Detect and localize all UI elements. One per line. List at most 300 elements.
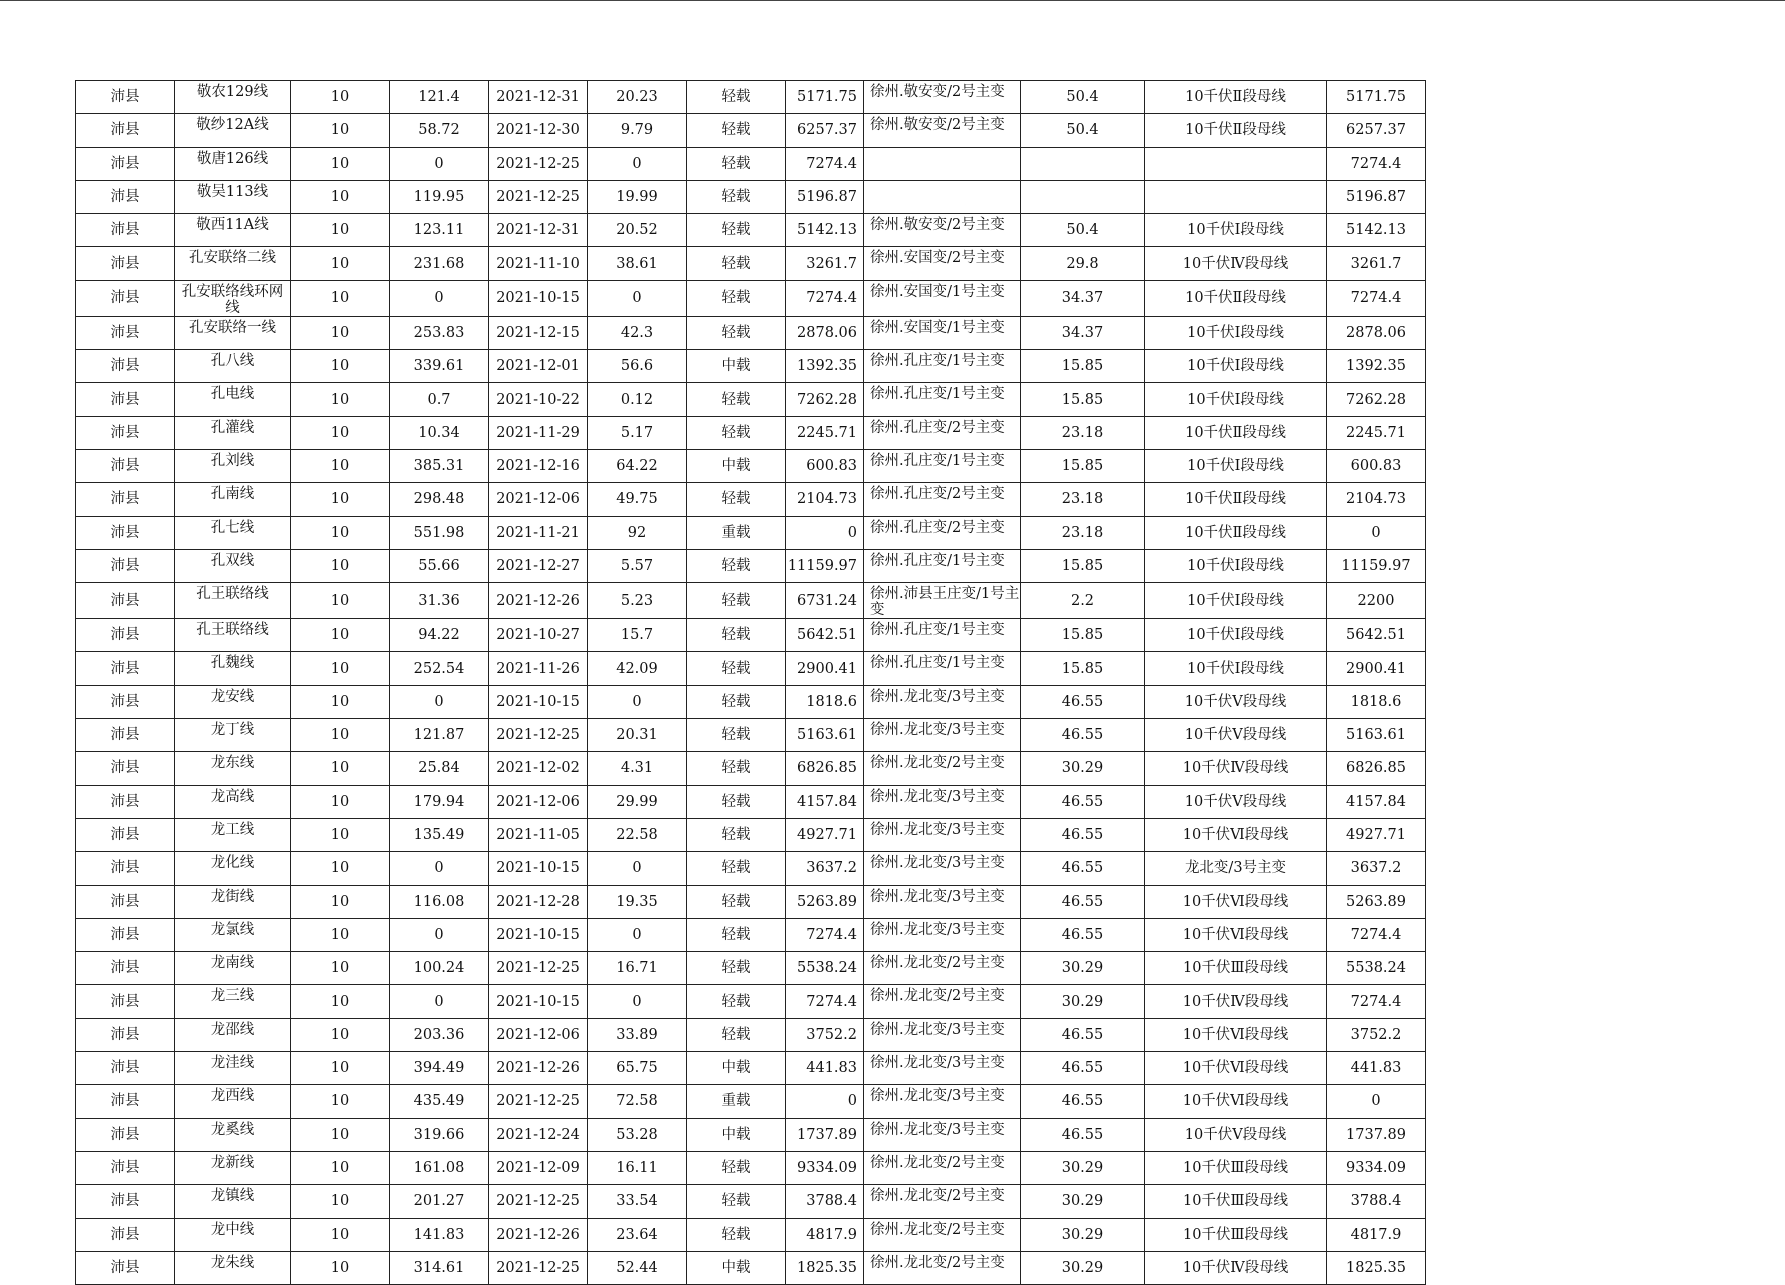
rate-cell: 0 [588, 918, 687, 951]
available-cell: 3637.2 [1327, 852, 1426, 885]
available-cell: 11159.97 [1327, 549, 1426, 582]
transformer-rate-cell [1021, 147, 1145, 180]
date-cell: 2021-12-25 [489, 1185, 588, 1218]
substation-cell: 徐州.孔庄变/1号主变 [864, 449, 1021, 482]
substation-cell: 徐州.安国变/2号主变 [864, 247, 1021, 280]
load-status-cell: 中载 [687, 1052, 786, 1085]
available-cell: 1737.89 [1327, 1118, 1426, 1151]
available-cell: 5642.51 [1327, 619, 1426, 652]
load-cell: 141.83 [390, 1218, 489, 1251]
substation-cell: 徐州.孔庄变/2号主变 [864, 516, 1021, 549]
voltage-cell: 10 [291, 1185, 390, 1218]
line-name-cell: 敬唐126线 [175, 147, 291, 180]
margin-cell: 7274.4 [786, 985, 864, 1018]
voltage-cell: 10 [291, 483, 390, 516]
busbar-cell: 10千伏Ⅳ段母线 [1145, 985, 1327, 1018]
available-cell: 9334.09 [1327, 1151, 1426, 1184]
county-cell: 沛县 [76, 1052, 175, 1085]
transformer-rate-cell: 46.55 [1021, 1018, 1145, 1051]
margin-cell: 4927.71 [786, 818, 864, 851]
transformer-rate-cell: 30.29 [1021, 1185, 1145, 1218]
date-cell: 2021-12-31 [489, 81, 588, 114]
load-cell: 121.87 [390, 719, 489, 752]
county-cell: 沛县 [76, 952, 175, 985]
county-cell: 沛县 [76, 1185, 175, 1218]
busbar-cell: 10千伏Ⅱ段母线 [1145, 114, 1327, 147]
line-name-cell: 龙洼线 [175, 1052, 291, 1085]
substation-cell: 徐州.沛县王庄变/1号主变 [864, 583, 1021, 619]
county-cell: 沛县 [76, 583, 175, 619]
substation-cell: 徐州.龙北变/3号主变 [864, 785, 1021, 818]
table-body [76, 81, 1426, 1285]
rate-cell: 0 [588, 280, 687, 316]
substation-cell: 徐州.龙北变/3号主变 [864, 685, 1021, 718]
county-cell: 沛县 [76, 1218, 175, 1251]
busbar-cell: 10千伏Ⅵ段母线 [1145, 918, 1327, 951]
date-cell: 2021-12-25 [489, 952, 588, 985]
voltage-cell: 10 [291, 1085, 390, 1118]
table-row [76, 214, 1426, 247]
busbar-cell: 10千伏Ⅱ段母线 [1145, 81, 1327, 114]
substation-cell: 徐州.龙北变/2号主变 [864, 752, 1021, 785]
load-cell: 179.94 [390, 785, 489, 818]
load-cell: 231.68 [390, 247, 489, 280]
rate-cell: 19.35 [588, 885, 687, 918]
county-cell: 沛县 [76, 449, 175, 482]
voltage-cell: 10 [291, 449, 390, 482]
substation-cell [864, 180, 1021, 213]
line-name-cell: 龙南线 [175, 952, 291, 985]
date-cell: 2021-10-27 [489, 619, 588, 652]
load-status-cell: 轻载 [687, 81, 786, 114]
load-status-cell: 轻载 [687, 652, 786, 685]
busbar-cell: 10千伏Ⅰ段母线 [1145, 449, 1327, 482]
busbar-cell: 10千伏Ⅱ段母线 [1145, 516, 1327, 549]
line-name-cell: 龙工线 [175, 818, 291, 851]
load-status-cell: 轻载 [687, 1151, 786, 1184]
line-name-cell: 孔王联络线 [175, 583, 291, 619]
voltage-cell: 10 [291, 719, 390, 752]
margin-cell: 3752.2 [786, 1018, 864, 1051]
table-row [76, 81, 1426, 114]
voltage-cell: 10 [291, 1151, 390, 1184]
load-status-cell: 中载 [687, 350, 786, 383]
margin-cell: 3637.2 [786, 852, 864, 885]
date-cell: 2021-12-06 [489, 483, 588, 516]
substation-cell: 徐州.孔庄变/1号主变 [864, 383, 1021, 416]
margin-cell: 6826.85 [786, 752, 864, 785]
line-name-cell: 孔电线 [175, 383, 291, 416]
table-row [76, 1118, 1426, 1151]
transformer-rate-cell [1021, 180, 1145, 213]
transformer-rate-cell: 46.55 [1021, 719, 1145, 752]
transformer-rate-cell: 34.37 [1021, 280, 1145, 316]
load-status-cell: 轻载 [687, 1218, 786, 1251]
transformer-rate-cell: 23.18 [1021, 516, 1145, 549]
margin-cell: 2900.41 [786, 652, 864, 685]
transformer-rate-cell: 46.55 [1021, 885, 1145, 918]
voltage-cell: 10 [291, 583, 390, 619]
substation-cell: 徐州.孔庄变/2号主变 [864, 483, 1021, 516]
line-name-cell: 孔南线 [175, 483, 291, 516]
date-cell: 2021-12-24 [489, 1118, 588, 1151]
county-cell: 沛县 [76, 114, 175, 147]
county-cell: 沛县 [76, 483, 175, 516]
table-row [76, 247, 1426, 280]
load-status-cell: 中载 [687, 1118, 786, 1151]
available-cell: 7262.28 [1327, 383, 1426, 416]
table-row [76, 818, 1426, 851]
date-cell: 2021-12-06 [489, 785, 588, 818]
margin-cell: 2104.73 [786, 483, 864, 516]
table-row [76, 1185, 1426, 1218]
load-status-cell: 轻载 [687, 685, 786, 718]
margin-cell: 0 [786, 1085, 864, 1118]
date-cell: 2021-12-25 [489, 147, 588, 180]
date-cell: 2021-11-29 [489, 416, 588, 449]
transformer-rate-cell: 30.29 [1021, 1151, 1145, 1184]
table-row [76, 1218, 1426, 1251]
county-cell: 沛县 [76, 1118, 175, 1151]
county-cell: 沛县 [76, 918, 175, 951]
available-cell: 600.83 [1327, 449, 1426, 482]
rate-cell: 23.64 [588, 1218, 687, 1251]
available-cell: 7274.4 [1327, 147, 1426, 180]
busbar-cell: 10千伏Ⅵ段母线 [1145, 1085, 1327, 1118]
load-cell: 339.61 [390, 350, 489, 383]
substation-cell: 徐州.龙北变/2号主变 [864, 1185, 1021, 1218]
transformer-rate-cell: 30.29 [1021, 985, 1145, 1018]
load-status-cell: 轻载 [687, 918, 786, 951]
load-cell: 119.95 [390, 180, 489, 213]
county-cell: 沛县 [76, 1251, 175, 1284]
voltage-cell: 10 [291, 685, 390, 718]
load-cell: 551.98 [390, 516, 489, 549]
load-cell: 55.66 [390, 549, 489, 582]
substation-cell: 徐州.龙北变/3号主变 [864, 1118, 1021, 1151]
substation-cell: 徐州.安国变/1号主变 [864, 280, 1021, 316]
transformer-rate-cell: 50.4 [1021, 81, 1145, 114]
date-cell: 2021-10-15 [489, 918, 588, 951]
load-status-cell: 轻载 [687, 583, 786, 619]
busbar-cell: 10千伏Ⅰ段母线 [1145, 214, 1327, 247]
load-cell: 58.72 [390, 114, 489, 147]
rate-cell: 0 [588, 852, 687, 885]
substation-cell: 徐州.敬安变/2号主变 [864, 214, 1021, 247]
load-status-cell: 轻载 [687, 483, 786, 516]
rate-cell: 16.71 [588, 952, 687, 985]
line-name-cell: 孔刘线 [175, 449, 291, 482]
transformer-rate-cell: 46.55 [1021, 1052, 1145, 1085]
rate-cell: 4.31 [588, 752, 687, 785]
available-cell: 1818.6 [1327, 685, 1426, 718]
load-status-cell: 轻载 [687, 1018, 786, 1051]
load-cell: 435.49 [390, 1085, 489, 1118]
load-cell: 253.83 [390, 316, 489, 349]
table-row [76, 516, 1426, 549]
table-row [76, 416, 1426, 449]
busbar-cell: 10千伏Ⅴ段母线 [1145, 719, 1327, 752]
load-cell: 203.36 [390, 1018, 489, 1051]
busbar-cell: 10千伏Ⅴ段母线 [1145, 785, 1327, 818]
line-name-cell: 敬纱12A线 [175, 114, 291, 147]
page-top-rule [0, 0, 1785, 1]
busbar-cell: 10千伏Ⅴ段母线 [1145, 685, 1327, 718]
load-status-cell: 轻载 [687, 719, 786, 752]
transformer-rate-cell: 15.85 [1021, 350, 1145, 383]
voltage-cell: 10 [291, 316, 390, 349]
voltage-cell: 10 [291, 247, 390, 280]
county-cell: 沛县 [76, 785, 175, 818]
load-status-cell: 轻载 [687, 619, 786, 652]
rate-cell: 72.58 [588, 1085, 687, 1118]
available-cell: 1392.35 [1327, 350, 1426, 383]
margin-cell: 7274.4 [786, 918, 864, 951]
rate-cell: 29.99 [588, 785, 687, 818]
date-cell: 2021-10-15 [489, 280, 588, 316]
substation-cell: 徐州.龙北变/3号主变 [864, 1052, 1021, 1085]
date-cell: 2021-12-31 [489, 214, 588, 247]
date-cell: 2021-12-02 [489, 752, 588, 785]
line-name-cell: 龙西线 [175, 1085, 291, 1118]
rate-cell: 19.99 [588, 180, 687, 213]
rate-cell: 52.44 [588, 1251, 687, 1284]
margin-cell: 5263.89 [786, 885, 864, 918]
substation-cell: 徐州.龙北变/2号主变 [864, 952, 1021, 985]
voltage-cell: 10 [291, 852, 390, 885]
transformer-rate-cell: 15.85 [1021, 449, 1145, 482]
date-cell: 2021-12-26 [489, 583, 588, 619]
rate-cell: 64.22 [588, 449, 687, 482]
county-cell: 沛县 [76, 685, 175, 718]
table-row [76, 985, 1426, 1018]
transformer-rate-cell: 46.55 [1021, 1085, 1145, 1118]
load-status-cell: 轻载 [687, 549, 786, 582]
load-status-cell: 轻载 [687, 147, 786, 180]
load-status-cell: 轻载 [687, 785, 786, 818]
margin-cell: 6257.37 [786, 114, 864, 147]
date-cell: 2021-12-06 [489, 1018, 588, 1051]
rate-cell: 33.54 [588, 1185, 687, 1218]
load-cell: 94.22 [390, 619, 489, 652]
busbar-cell: 10千伏Ⅰ段母线 [1145, 583, 1327, 619]
line-name-cell: 龙氯线 [175, 918, 291, 951]
substation-cell: 徐州.敬安变/2号主变 [864, 114, 1021, 147]
available-cell: 1825.35 [1327, 1251, 1426, 1284]
rate-cell: 15.7 [588, 619, 687, 652]
table-row [76, 114, 1426, 147]
available-cell: 7274.4 [1327, 985, 1426, 1018]
date-cell: 2021-11-21 [489, 516, 588, 549]
line-name-cell: 龙三线 [175, 985, 291, 1018]
line-name-cell: 孔灌线 [175, 416, 291, 449]
rate-cell: 65.75 [588, 1052, 687, 1085]
voltage-cell: 10 [291, 985, 390, 1018]
available-cell: 441.83 [1327, 1052, 1426, 1085]
margin-cell: 4157.84 [786, 785, 864, 818]
available-cell: 2900.41 [1327, 652, 1426, 685]
table-row [76, 1085, 1426, 1118]
voltage-cell: 10 [291, 785, 390, 818]
margin-cell: 600.83 [786, 449, 864, 482]
margin-cell: 5163.61 [786, 719, 864, 752]
voltage-cell: 10 [291, 147, 390, 180]
line-name-cell: 龙朱线 [175, 1251, 291, 1284]
county-cell: 沛县 [76, 652, 175, 685]
voltage-cell: 10 [291, 549, 390, 582]
rate-cell: 20.23 [588, 81, 687, 114]
transformer-rate-cell: 46.55 [1021, 785, 1145, 818]
busbar-cell: 10千伏Ⅳ段母线 [1145, 1251, 1327, 1284]
rate-cell: 33.89 [588, 1018, 687, 1051]
busbar-cell: 10千伏Ⅳ段母线 [1145, 752, 1327, 785]
table-row [76, 449, 1426, 482]
table-row [76, 383, 1426, 416]
table-row [76, 1151, 1426, 1184]
available-cell: 2200 [1327, 583, 1426, 619]
county-cell: 沛县 [76, 516, 175, 549]
available-cell: 7274.4 [1327, 918, 1426, 951]
substation-cell: 徐州.孔庄变/2号主变 [864, 416, 1021, 449]
table-row [76, 1018, 1426, 1051]
date-cell: 2021-10-15 [489, 685, 588, 718]
margin-cell: 5642.51 [786, 619, 864, 652]
voltage-cell: 10 [291, 918, 390, 951]
available-cell: 2245.71 [1327, 416, 1426, 449]
rate-cell: 5.57 [588, 549, 687, 582]
date-cell: 2021-12-25 [489, 180, 588, 213]
table-row [76, 1052, 1426, 1085]
load-status-cell: 轻载 [687, 416, 786, 449]
busbar-cell: 10千伏Ⅲ段母线 [1145, 952, 1327, 985]
substation-cell: 徐州.龙北变/2号主变 [864, 985, 1021, 1018]
rate-cell: 22.58 [588, 818, 687, 851]
rate-cell: 9.79 [588, 114, 687, 147]
table-row [76, 1251, 1426, 1284]
date-cell: 2021-12-26 [489, 1052, 588, 1085]
load-cell: 100.24 [390, 952, 489, 985]
county-cell: 沛县 [76, 316, 175, 349]
transformer-rate-cell: 29.8 [1021, 247, 1145, 280]
load-cell: 385.31 [390, 449, 489, 482]
rate-cell: 0.12 [588, 383, 687, 416]
voltage-cell: 10 [291, 1218, 390, 1251]
load-cell: 123.11 [390, 214, 489, 247]
margin-cell: 0 [786, 516, 864, 549]
table-row [76, 918, 1426, 951]
transformer-rate-cell: 46.55 [1021, 918, 1145, 951]
available-cell: 5171.75 [1327, 81, 1426, 114]
county-cell: 沛县 [76, 350, 175, 383]
voltage-cell: 10 [291, 350, 390, 383]
busbar-cell [1145, 147, 1327, 180]
substation-cell: 徐州.龙北变/3号主变 [864, 818, 1021, 851]
load-cell: 0 [390, 985, 489, 1018]
substation-cell: 徐州.龙北变/3号主变 [864, 885, 1021, 918]
line-name-cell: 孔八线 [175, 350, 291, 383]
load-cell: 161.08 [390, 1151, 489, 1184]
load-status-cell: 重载 [687, 516, 786, 549]
rate-cell: 92 [588, 516, 687, 549]
date-cell: 2021-12-25 [489, 719, 588, 752]
date-cell: 2021-12-09 [489, 1151, 588, 1184]
transformer-rate-cell: 34.37 [1021, 316, 1145, 349]
margin-cell: 1392.35 [786, 350, 864, 383]
voltage-cell: 10 [291, 1018, 390, 1051]
load-cell: 10.34 [390, 416, 489, 449]
line-name-cell: 龙奚线 [175, 1118, 291, 1151]
line-name-cell: 龙邵线 [175, 1018, 291, 1051]
line-name-cell: 龙东线 [175, 752, 291, 785]
transformer-rate-cell: 46.55 [1021, 852, 1145, 885]
line-name-cell: 龙中线 [175, 1218, 291, 1251]
table-row [76, 652, 1426, 685]
available-cell: 3752.2 [1327, 1018, 1426, 1051]
available-cell: 4157.84 [1327, 785, 1426, 818]
load-status-cell: 轻载 [687, 1185, 786, 1218]
busbar-cell: 10千伏Ⅲ段母线 [1145, 1218, 1327, 1251]
available-cell: 2878.06 [1327, 316, 1426, 349]
date-cell: 2021-12-16 [489, 449, 588, 482]
transformer-rate-cell: 15.85 [1021, 619, 1145, 652]
rate-cell: 20.31 [588, 719, 687, 752]
busbar-cell: 10千伏Ⅴ段母线 [1145, 1118, 1327, 1151]
line-name-cell: 孔魏线 [175, 652, 291, 685]
table-row [76, 719, 1426, 752]
available-cell: 7274.4 [1327, 280, 1426, 316]
available-cell: 3788.4 [1327, 1185, 1426, 1218]
county-cell: 沛县 [76, 280, 175, 316]
load-cell: 25.84 [390, 752, 489, 785]
voltage-cell: 10 [291, 114, 390, 147]
substation-cell: 徐州.孔庄变/1号主变 [864, 350, 1021, 383]
margin-cell: 5538.24 [786, 952, 864, 985]
busbar-cell: 10千伏Ⅵ段母线 [1145, 885, 1327, 918]
rate-cell: 0 [588, 985, 687, 1018]
margin-cell: 7274.4 [786, 280, 864, 316]
county-cell: 沛县 [76, 719, 175, 752]
county-cell: 沛县 [76, 818, 175, 851]
line-name-cell: 龙镇线 [175, 1185, 291, 1218]
transformer-rate-cell: 46.55 [1021, 818, 1145, 851]
line-name-cell: 敬吴113线 [175, 180, 291, 213]
line-name-cell: 龙化线 [175, 852, 291, 885]
margin-cell: 1737.89 [786, 1118, 864, 1151]
load-cell: 135.49 [390, 818, 489, 851]
table-row [76, 885, 1426, 918]
busbar-cell [1145, 180, 1327, 213]
load-cell: 0.7 [390, 383, 489, 416]
rate-cell: 38.61 [588, 247, 687, 280]
table-row [76, 316, 1426, 349]
table-row [76, 180, 1426, 213]
load-cell: 252.54 [390, 652, 489, 685]
table-row [76, 685, 1426, 718]
date-cell: 2021-12-28 [489, 885, 588, 918]
load-status-cell: 轻载 [687, 852, 786, 885]
substation-cell: 徐州.龙北变/2号主变 [864, 1218, 1021, 1251]
margin-cell: 1818.6 [786, 685, 864, 718]
line-name-cell: 孔安联络一线 [175, 316, 291, 349]
available-cell: 5263.89 [1327, 885, 1426, 918]
line-name-cell: 孔安联络线环网线 [175, 280, 291, 316]
county-cell: 沛县 [76, 247, 175, 280]
available-cell: 4817.9 [1327, 1218, 1426, 1251]
rate-cell: 53.28 [588, 1118, 687, 1151]
load-cell: 0 [390, 685, 489, 718]
load-status-cell: 轻载 [687, 752, 786, 785]
table-row [76, 549, 1426, 582]
